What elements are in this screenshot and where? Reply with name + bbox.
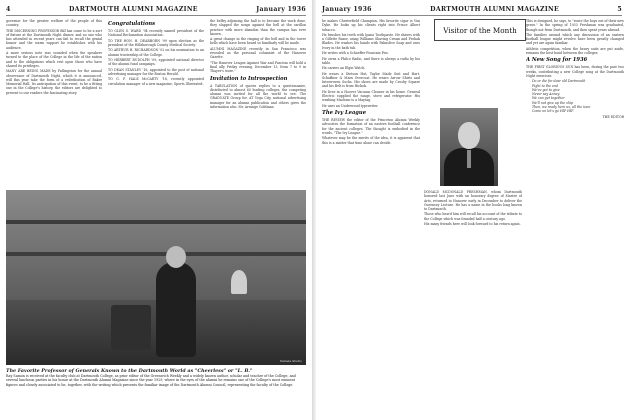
- paragraph: His many friends here will look forward to his return again.: [424, 222, 521, 227]
- left-column-1: [6, 19, 102, 187]
- right-page-number: 5: [617, 6, 622, 13]
- song-line: We can get together: [532, 96, 565, 101]
- paragraph: Whatever may be the merits of the idea, it is apparent that this is a matter that time alone can decide.: [322, 136, 420, 145]
- visitor-title: Visitor of the Month: [443, 25, 517, 35]
- paragraph: "The Hanover League Against War and Fascism will hold a final ally Friday evening, December 13, from 7 to 9 in Thayer's store.": [210, 60, 306, 74]
- section-heading-new-song: A New Song for 1936: [526, 57, 588, 64]
- paragraph: THE REVIEW the editor of the Princeton Alumni Weekly advocates the formation of an eastern football conference for the ancient colleges. The thought is embodied in the words, "The Ivy League.": [322, 118, 420, 135]
- paragraph: A great change in the ringing of the bell and in the tower bells which have been heard so familiarly will be made.: [210, 37, 306, 46]
- paragraph: A more serious note was sounded when the speakers turned to the place of the College in the life of the nation and to the obligations which rest upon those who have shared its privileges.: [6, 51, 102, 68]
- right-column-2: [424, 190, 522, 415]
- paragraph: MANY ARE BEING MADE by Pallingston for the annual observance of Dartmouth Night, which it is announced, will this year take the form of a rededication of Baker Memorial Hall. Its anticipation of this event, to be a fitting one in the College's history, the editors are delighted to present to our readers the fascinating story.: [6, 69, 102, 95]
- figure-head: [166, 246, 186, 268]
- paragraph: Those who heard him will recall his account of the tribute to the College which was founded half a century ago.: [424, 212, 522, 221]
- paragraph: He writes with a Schaeffer Fountain Pen.: [322, 51, 389, 56]
- paragraph: the belfry adjoining the hall is to become the work done, they slapped the songs against the bell at the carillon practice with more abandon than the campus has ever known.: [210, 19, 306, 36]
- paragraph: governor for the greater welfare of the people of this country.: [6, 19, 102, 28]
- song-line: Then, we ready here us, all the tone: [532, 104, 591, 109]
- song-line: Fight to the end: [532, 83, 559, 88]
- paragraph: TO DEAN STANLEY '16, appointed to the post of national advertising manager for the Boston Herald.: [108, 67, 204, 76]
- caption-text: Ray Samon is received at the faculty club at Dartmouth College, as prior editor of the Greenwich Weekly and a widely known author, scholar and teacher of the College, and several luncheon parties in his honor at the Dartmouth Alumni Magazine since the year 1929, where in the eyes of the alumni he remains one of the College's most eminent figures and closely associated to be, together, with the writing which presents the familiar image of the Dartmouth Alumni Council, representing the faculty of the College.: [6, 374, 296, 387]
- paragraph: TO HERBERT RUDOLPH '09, appointed national director of the alumni fund campaign.: [108, 58, 204, 67]
- right-column-3: [526, 19, 624, 414]
- left-column-2: [108, 19, 204, 187]
- left-running-header: [6, 4, 306, 16]
- paragraph: THE DISCERNING PROFESSOR Bill has come to be a sort of fixture at the Dartmouth Night dinner, and no one who has attended in recent years can fail to recall the genial humor and the warm rapport he establishes with his audience.: [6, 28, 102, 50]
- portrait-face: [458, 122, 480, 149]
- paragraph: The families around which any discussion of an eastern football league might revolve have been greatly changed and yet are again familiar.: [526, 32, 624, 46]
- photo-credit: Pamela Studio: [280, 359, 302, 363]
- left-page-number: 4: [6, 6, 11, 13]
- section-heading-congratulations: Congratulations: [108, 21, 156, 27]
- paragraph: TO G. F. HALE McCARTY '18, recently appointed circulation manager of a new magazine, Sports Illustrated.: [108, 77, 204, 86]
- professor-photo: [6, 190, 306, 365]
- paragraph: he makes Chesterfield Champion, His favorite cigar is Van Dyke. He looks up his clients right into Prince Albert tobacco.: [322, 19, 420, 32]
- right-page-date: January 1936: [322, 6, 372, 13]
- paragraph: A TABULATION of quotes replies to a questionnaire, distributed to almost 60 leading colleges, the competing alumni was invited for all the world to see. The GRADUATE Group for. AT Vega City, national advertising manager for an alumni publication and others gives the information also. Mr. Arrange Goldman.: [210, 83, 306, 109]
- paragraph: He uses an Underwood typewriter.: [322, 103, 379, 108]
- paragraph: He owns a Philco Radio, and there is always a radio by his table.: [322, 56, 420, 65]
- left-page-date: January 1936: [256, 6, 306, 13]
- paragraph: ALUMNI MAGAZINE recently in San Francisco was revealed as the personal columnist of the Hanover Gazette.: [210, 46, 306, 60]
- photo-caption: [6, 368, 306, 387]
- paragraph: THE FIRST GLORIOUS SUN has been, during the past two weeks, contributing a new College song at the Dartmouth Night exercises.: [526, 65, 624, 78]
- section-heading-introspection: Invitation to Introspection: [210, 75, 288, 82]
- song-line: Do or die for dear old Dartmouth: [532, 79, 586, 84]
- song-line: Come on let's go HIP HIP.: [532, 109, 574, 114]
- right-running-header: [322, 4, 622, 16]
- paragraph: This is designed, he says, to "route the boys out of their new grave." In the spring of 1933 Freshman was graduated, though not from Dartmouth, and then spent years abroad.: [526, 19, 624, 32]
- seated-figure: [156, 262, 196, 357]
- paragraph: TO ARTHUR H. RICHARDSON '02 on his nomination to an alumni trusteeship of the College.: [108, 48, 204, 57]
- right-page: [316, 0, 628, 420]
- caption-headline: The Favorite Professor of Generals Known to the Dartmouth World as "Cheerless" or "L. B.": [6, 368, 253, 374]
- visitor-portrait: [440, 108, 498, 186]
- song-line: We'll not give up the ship: [532, 100, 573, 105]
- paragraph: He lives in a Hoover Vacuum Cleaner in his home. General Electric supplied the range, stove and refrigerator. His washing Machine is a Maytag.: [322, 89, 420, 103]
- chair-shape: [111, 305, 151, 350]
- right-running-head: DARTMOUTH ALUMNI MAGAZINE: [430, 6, 559, 13]
- left-page: [0, 0, 312, 420]
- paragraph: TO GLEN S. WARD '94 recently named president of the National Reclamation Association.: [108, 29, 204, 38]
- song-line: Never say Anney.: [532, 92, 560, 97]
- paragraph: Athletic competition, when the heavy suits are put aside, remains the best bond between the colleges.: [526, 46, 624, 56]
- paragraph: He brushes his teeth with Ipana Toothpaste. He shaves with a Gillette Razor, using Williams Shaving Cream and Probak Blades. He washes his hands with Palmolive Soap and uses Ivory in the bath tub.: [322, 32, 420, 50]
- song-line: We've got to give: [532, 87, 560, 92]
- paragraph: DONALD MCDONALD FRESHMAN, whom Dartmouth honored last June with an honorary degree of Master of Arts, returned to Hanover early in December to deliver the Guernsey Lecture. He has a name in the books long known to Dartmouth.: [424, 190, 522, 211]
- right-column-1: [322, 19, 420, 409]
- left-running-head: DARTMOUTH ALUMNI MAGAZINE: [69, 6, 198, 13]
- visitor-of-the-month-box: [434, 19, 526, 41]
- section-heading-ivy-league: The Ivy League: [322, 110, 367, 117]
- left-column-3: [210, 19, 306, 187]
- paragraph: He carries an Elgin Watch.: [322, 66, 366, 71]
- paragraph: He wears a Stetson Hat, Taylor Made Suit and Hart, Schaffner & Marx Overcoat. He wears Arrow Shirts and Interwoven Socks. His shoes are made by Crosby Square and his Belt is from Hickok.: [322, 71, 420, 89]
- paragraph: TO THE HON. H. DEARBORN '99 upon election as the president of the Hillsborough County Medical Society.: [108, 38, 204, 47]
- lamp-shape: [231, 270, 247, 294]
- editor-signature: THE EDITOR: [602, 115, 624, 120]
